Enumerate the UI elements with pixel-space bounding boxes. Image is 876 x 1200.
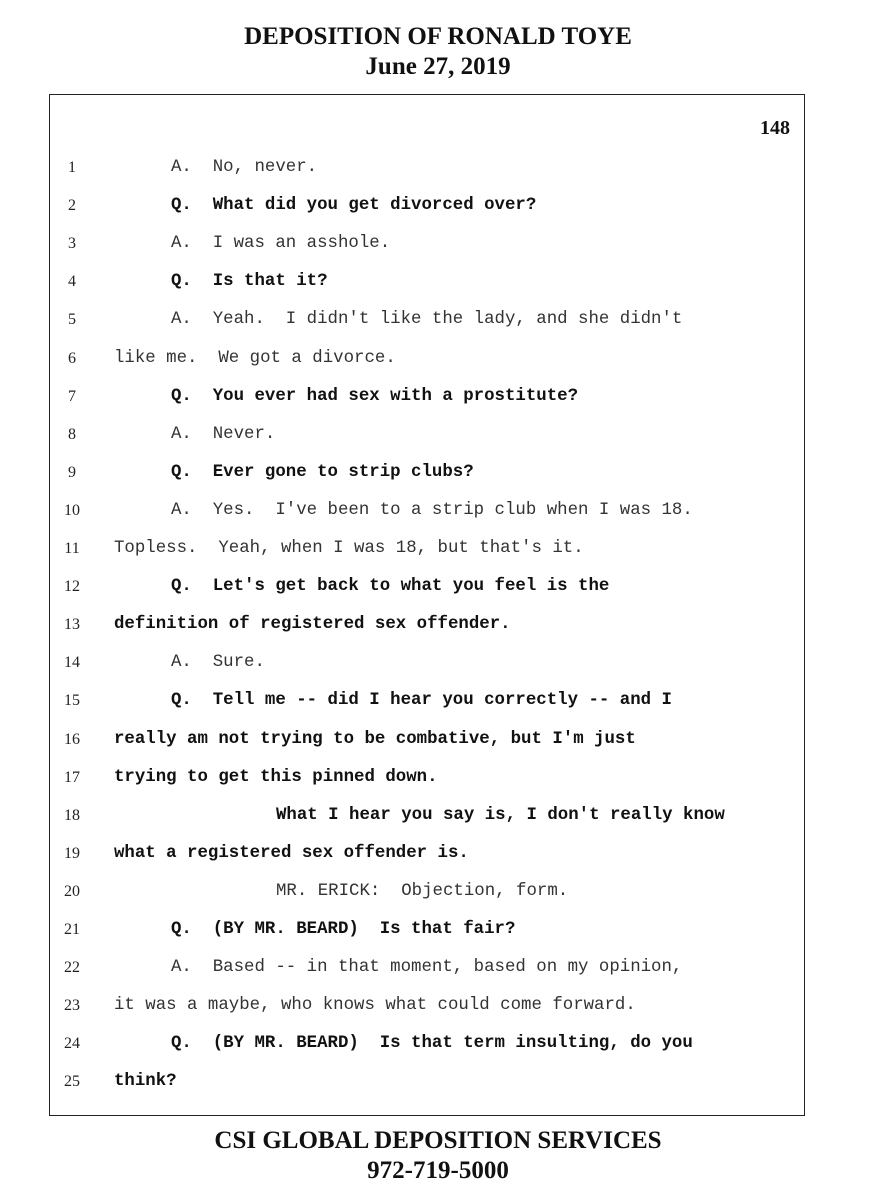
line-text: Q. (BY MR. BEARD) Is that fair? bbox=[171, 920, 516, 939]
line-number: 1 bbox=[68, 159, 76, 176]
line-text: A. No, never. bbox=[171, 158, 318, 177]
footer-company: CSI GLOBAL DEPOSITION SERVICES bbox=[214, 1127, 662, 1154]
line-number: 19 bbox=[64, 844, 80, 862]
line-number: 2 bbox=[68, 197, 76, 215]
line-number: 12 bbox=[64, 578, 80, 596]
line-text: think? bbox=[114, 1072, 177, 1092]
transcript-line bbox=[50, 648, 804, 678]
transcript-line bbox=[50, 991, 804, 1021]
line-number: 11 bbox=[64, 540, 80, 557]
line-number: 20 bbox=[64, 882, 80, 900]
transcript-line bbox=[50, 153, 804, 183]
line-text: A. Never. bbox=[171, 424, 276, 444]
line-text: A. Sure. bbox=[171, 653, 265, 673]
line-number: 4 bbox=[68, 273, 76, 291]
line-number: 10 bbox=[64, 501, 80, 519]
transcript-line bbox=[50, 839, 804, 869]
transcript-line bbox=[50, 801, 804, 831]
transcript-line bbox=[50, 953, 804, 983]
line-number: 23 bbox=[64, 997, 80, 1015]
line-number: 14 bbox=[64, 654, 80, 672]
transcript-line bbox=[50, 610, 804, 640]
transcript-line bbox=[50, 420, 804, 450]
line-number: 25 bbox=[64, 1073, 80, 1091]
line-number: 3 bbox=[68, 235, 76, 253]
footer-phone: 972-719-5000 bbox=[367, 1157, 509, 1184]
line-number: 5 bbox=[68, 311, 76, 329]
line-number: 18 bbox=[64, 806, 80, 824]
line-number: 6 bbox=[68, 349, 76, 367]
line-text: MR. ERICK: Objection, form. bbox=[276, 881, 569, 901]
transcript-line bbox=[50, 382, 804, 412]
line-number: 7 bbox=[68, 387, 76, 405]
line-text: Topless. Yeah, when I was 18, but that's it. bbox=[114, 539, 584, 558]
transcript-line bbox=[50, 458, 804, 488]
line-text: it was a maybe, who knows what could come forward. bbox=[114, 996, 636, 1016]
transcript-line bbox=[50, 686, 804, 716]
transcript-line bbox=[50, 305, 804, 335]
line-text: trying to get this pinned down. bbox=[114, 767, 438, 787]
line-text: A. Based -- in that moment, based on my opinion, bbox=[171, 958, 683, 978]
line-text: A. I was an asshole. bbox=[171, 234, 391, 254]
line-text: like me. We got a divorce. bbox=[114, 348, 396, 368]
document-footer bbox=[0, 1126, 876, 1186]
transcript-line bbox=[50, 191, 804, 221]
line-text: Q. (BY MR. BEARD) Is that term insulting, do you bbox=[171, 1034, 693, 1054]
line-text: Q. You ever had sex with a prostitute? bbox=[171, 386, 579, 406]
line-number: 24 bbox=[64, 1035, 80, 1053]
line-text: A. Yeah. I didn't like the lady, and she didn't bbox=[171, 310, 683, 330]
transcript-line bbox=[50, 877, 804, 907]
transcript-line bbox=[50, 1029, 804, 1059]
transcript-line bbox=[50, 725, 804, 755]
line-number: 15 bbox=[64, 692, 80, 710]
transcript-line bbox=[50, 267, 804, 297]
line-number: 21 bbox=[64, 921, 80, 938]
line-number: 22 bbox=[64, 959, 80, 977]
document-header bbox=[0, 22, 876, 82]
transcript-line bbox=[50, 763, 804, 793]
transcript-line bbox=[50, 496, 804, 526]
transcript-line bbox=[50, 915, 804, 945]
line-text: definition of registered sex offender. bbox=[114, 615, 511, 635]
line-number: 8 bbox=[68, 425, 76, 443]
line-text: Q. Is that it? bbox=[171, 272, 328, 292]
line-text: Q. Let's get back to what you feel is the bbox=[171, 577, 610, 597]
line-text: Q. What did you get divorced over? bbox=[171, 196, 537, 216]
line-number: 16 bbox=[64, 730, 80, 748]
line-number: 9 bbox=[68, 463, 76, 481]
transcript-line bbox=[50, 572, 804, 602]
line-text: what a registered sex offender is. bbox=[114, 843, 469, 863]
transcript-line bbox=[50, 344, 804, 374]
line-text: A. Yes. I've been to a strip club when I was 18. bbox=[171, 500, 693, 520]
transcript-line bbox=[50, 1067, 804, 1097]
page-number: 148 bbox=[760, 117, 790, 139]
line-number: 17 bbox=[64, 768, 80, 786]
transcript-page bbox=[49, 94, 805, 1116]
line-text: Q. Ever gone to strip clubs? bbox=[171, 462, 474, 482]
deposition-title: DEPOSITION OF RONALD TOYE bbox=[244, 23, 632, 50]
line-text: Q. Tell me -- did I hear you correctly -- and I bbox=[171, 691, 672, 711]
line-number: 13 bbox=[64, 616, 80, 634]
transcript-line bbox=[50, 534, 804, 564]
line-text: What I hear you say is, I don't really know bbox=[276, 805, 725, 825]
transcript-line bbox=[50, 229, 804, 259]
line-text: really am not trying to be combative, but I'm just bbox=[114, 729, 636, 749]
deposition-date: June 27, 2019 bbox=[365, 53, 511, 80]
